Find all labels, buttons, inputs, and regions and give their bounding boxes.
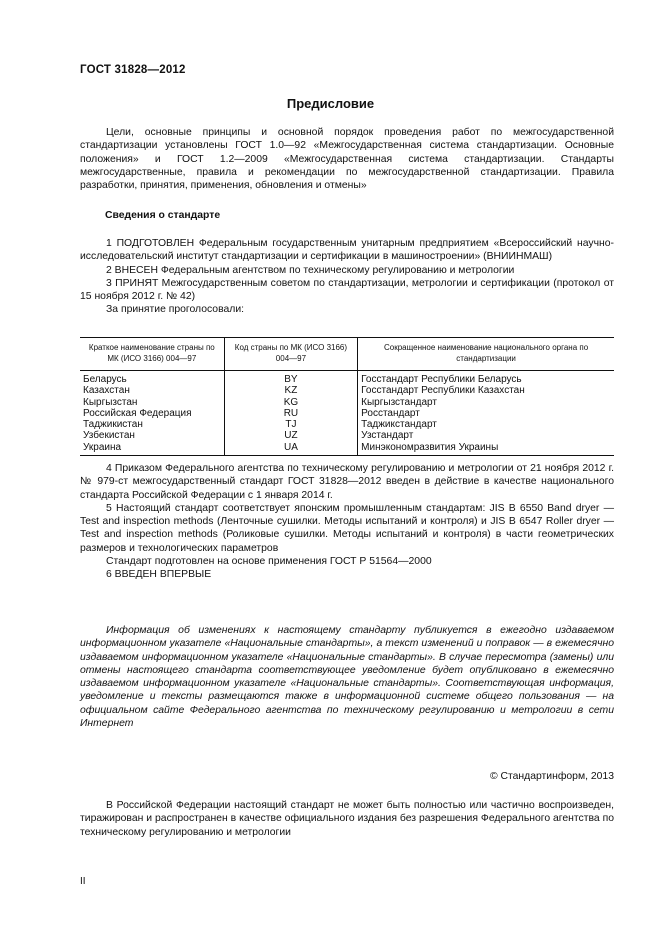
document-header: ГОСТ 31828—2012 (80, 64, 186, 76)
notice-paragraph: Информация об изменениях к настоящему стандарту публикуется в ежегодно издаваемом информационном указателе «Национальные стандарты», а текст изменений и поправок — в ежемесячно издаваемом информационном указателе «Национальные стандарты». В случае пересмотра (замены) или отмены настоящего стандарта соответствующее уведомление будет опубликовано в ежемесячно издаваемом информационном указателе «Национальные стандарты». Соответствующая информация, уведомление и тексты размещаются также в информационной системе общего пользования — на официальном сайте Федерального агентства по техническому регулированию и метрологии в сети Интернет (80, 625, 614, 730)
table-row (80, 385, 614, 396)
cell-country: Узбекистан (83, 430, 135, 442)
cell-code: BY (224, 371, 358, 386)
intro-block (80, 126, 614, 192)
notice-block (80, 624, 614, 730)
table-row (80, 419, 614, 430)
table-row (80, 397, 614, 408)
cell-code: KZ (224, 385, 358, 396)
cell-organ: Кыргызстандарт (358, 397, 614, 408)
cell-organ: Минэкономразвития Украины (358, 442, 614, 456)
cell-organ: Таджикстандарт (358, 419, 614, 430)
legal-paragraph: В Российской Федерации настоящий стандарт не может быть полностью или частично воспроизведен, тиражирован и распространен в качестве официального издания без разрешения Федерального агентства по техническому регулированию и метрологии (80, 800, 614, 838)
cell-code: TJ (224, 419, 358, 430)
col-header-organ: Сокращенное наименование национального органа по стандартизации (358, 338, 614, 371)
col-header-country: Краткое наименование страны по МК (ИСО 3166) 004—97 (80, 338, 224, 371)
copyright-line: © Стандартинформ, 2013 (489, 771, 614, 782)
standard-info-block (80, 237, 614, 317)
page-number: II (80, 876, 86, 887)
basis-note: Стандарт подготовлен на основе применения ГОСТ Р 51564—2000 (106, 556, 432, 568)
cell-country: Украина (80, 442, 224, 456)
cell-code: RU (224, 408, 358, 419)
table-row (80, 442, 614, 456)
table-row (80, 408, 614, 419)
item-6: 6 ВВЕДЕН ВПЕРВЫЕ (106, 569, 212, 581)
table-header-row (80, 338, 614, 371)
table-row (80, 371, 614, 386)
cell-organ: Узстандарт (358, 430, 614, 441)
cell-code: UA (224, 442, 358, 456)
legal-block (80, 799, 614, 839)
section-title: Сведения о стандарте (105, 210, 221, 221)
standard-info-block-continued (80, 462, 614, 582)
cell-code: UZ (224, 430, 358, 441)
page-title: Предисловие (286, 96, 375, 111)
intro-paragraph: Цели, основные принципы и основной порядок проведения работ по межгосударственной стандартизации установлены ГОСТ 1.0—92 «Межгосударственная система стандартизации. Основные положения» и ГОСТ 1.2—2009 «Межгосударственная система стандартизации. Стандарты межгосударственные, правила и рекомендации по межгосударственной стандартизации. Правила разработки, принятия, применения, обновления и отмены» (80, 127, 614, 192)
cell-country: Таджикистан (83, 419, 143, 431)
cell-organ: Госстандарт Республики Казахстан (358, 385, 614, 396)
cell-organ: Госстандарт Республики Беларусь (358, 371, 614, 386)
item-4: 4 Приказом Федерального агентства по техническому регулированию и метрологии от 21 ноября 2012 г. № 979-ст межгосударственный стандарт ГОСТ 31828—2012 введен в действие в качестве национального стандарта Российской Федерации с 1 января 2014 г. (80, 463, 614, 501)
cell-country: Беларусь (83, 374, 127, 385)
table-row (80, 430, 614, 441)
cell-code: KG (224, 397, 358, 408)
item-3: 3 ПРИНЯТ Межгосударственным советом по стандартизации, метрологии и сертификации (протокол от 15 ноября 2012 г. № 42) (80, 277, 614, 303)
cell-organ: Росстандарт (358, 408, 614, 419)
item-5: 5 Настоящий стандарт соответствует японским промышленным стандартам: JIS B 6550 Band dryer — Test and inspection methods (Ленточные сушилки. Методы испытаний и контроля) и JIS B 6547 Roller dryer — Test and inspection methods (Роликовые сушилки. Методы испытаний и контроля) в части геометрических размеров и технологических параметров (80, 502, 614, 554)
cell-country: Казахстан (83, 385, 130, 397)
voting-countries-table (80, 337, 614, 456)
voted-label: За принятие проголосовали: (106, 304, 245, 316)
item-2: 2 ВНЕСЕН Федеральным агентством по техническому регулированию и метрологии (106, 264, 515, 276)
cell-country: Кыргызстан (83, 396, 138, 408)
col-header-code: Код страны по МК (ИСО 3166) 004—97 (224, 338, 358, 371)
cell-country: Российская Федерация (83, 407, 192, 419)
item-1: 1 ПОДГОТОВЛЕН Федеральным государственным унитарным предприятием «Всероссийский научно-исследовательский институт стандартизации и сертификации в машиностроении» (ВНИИНМАШ) (80, 238, 614, 263)
